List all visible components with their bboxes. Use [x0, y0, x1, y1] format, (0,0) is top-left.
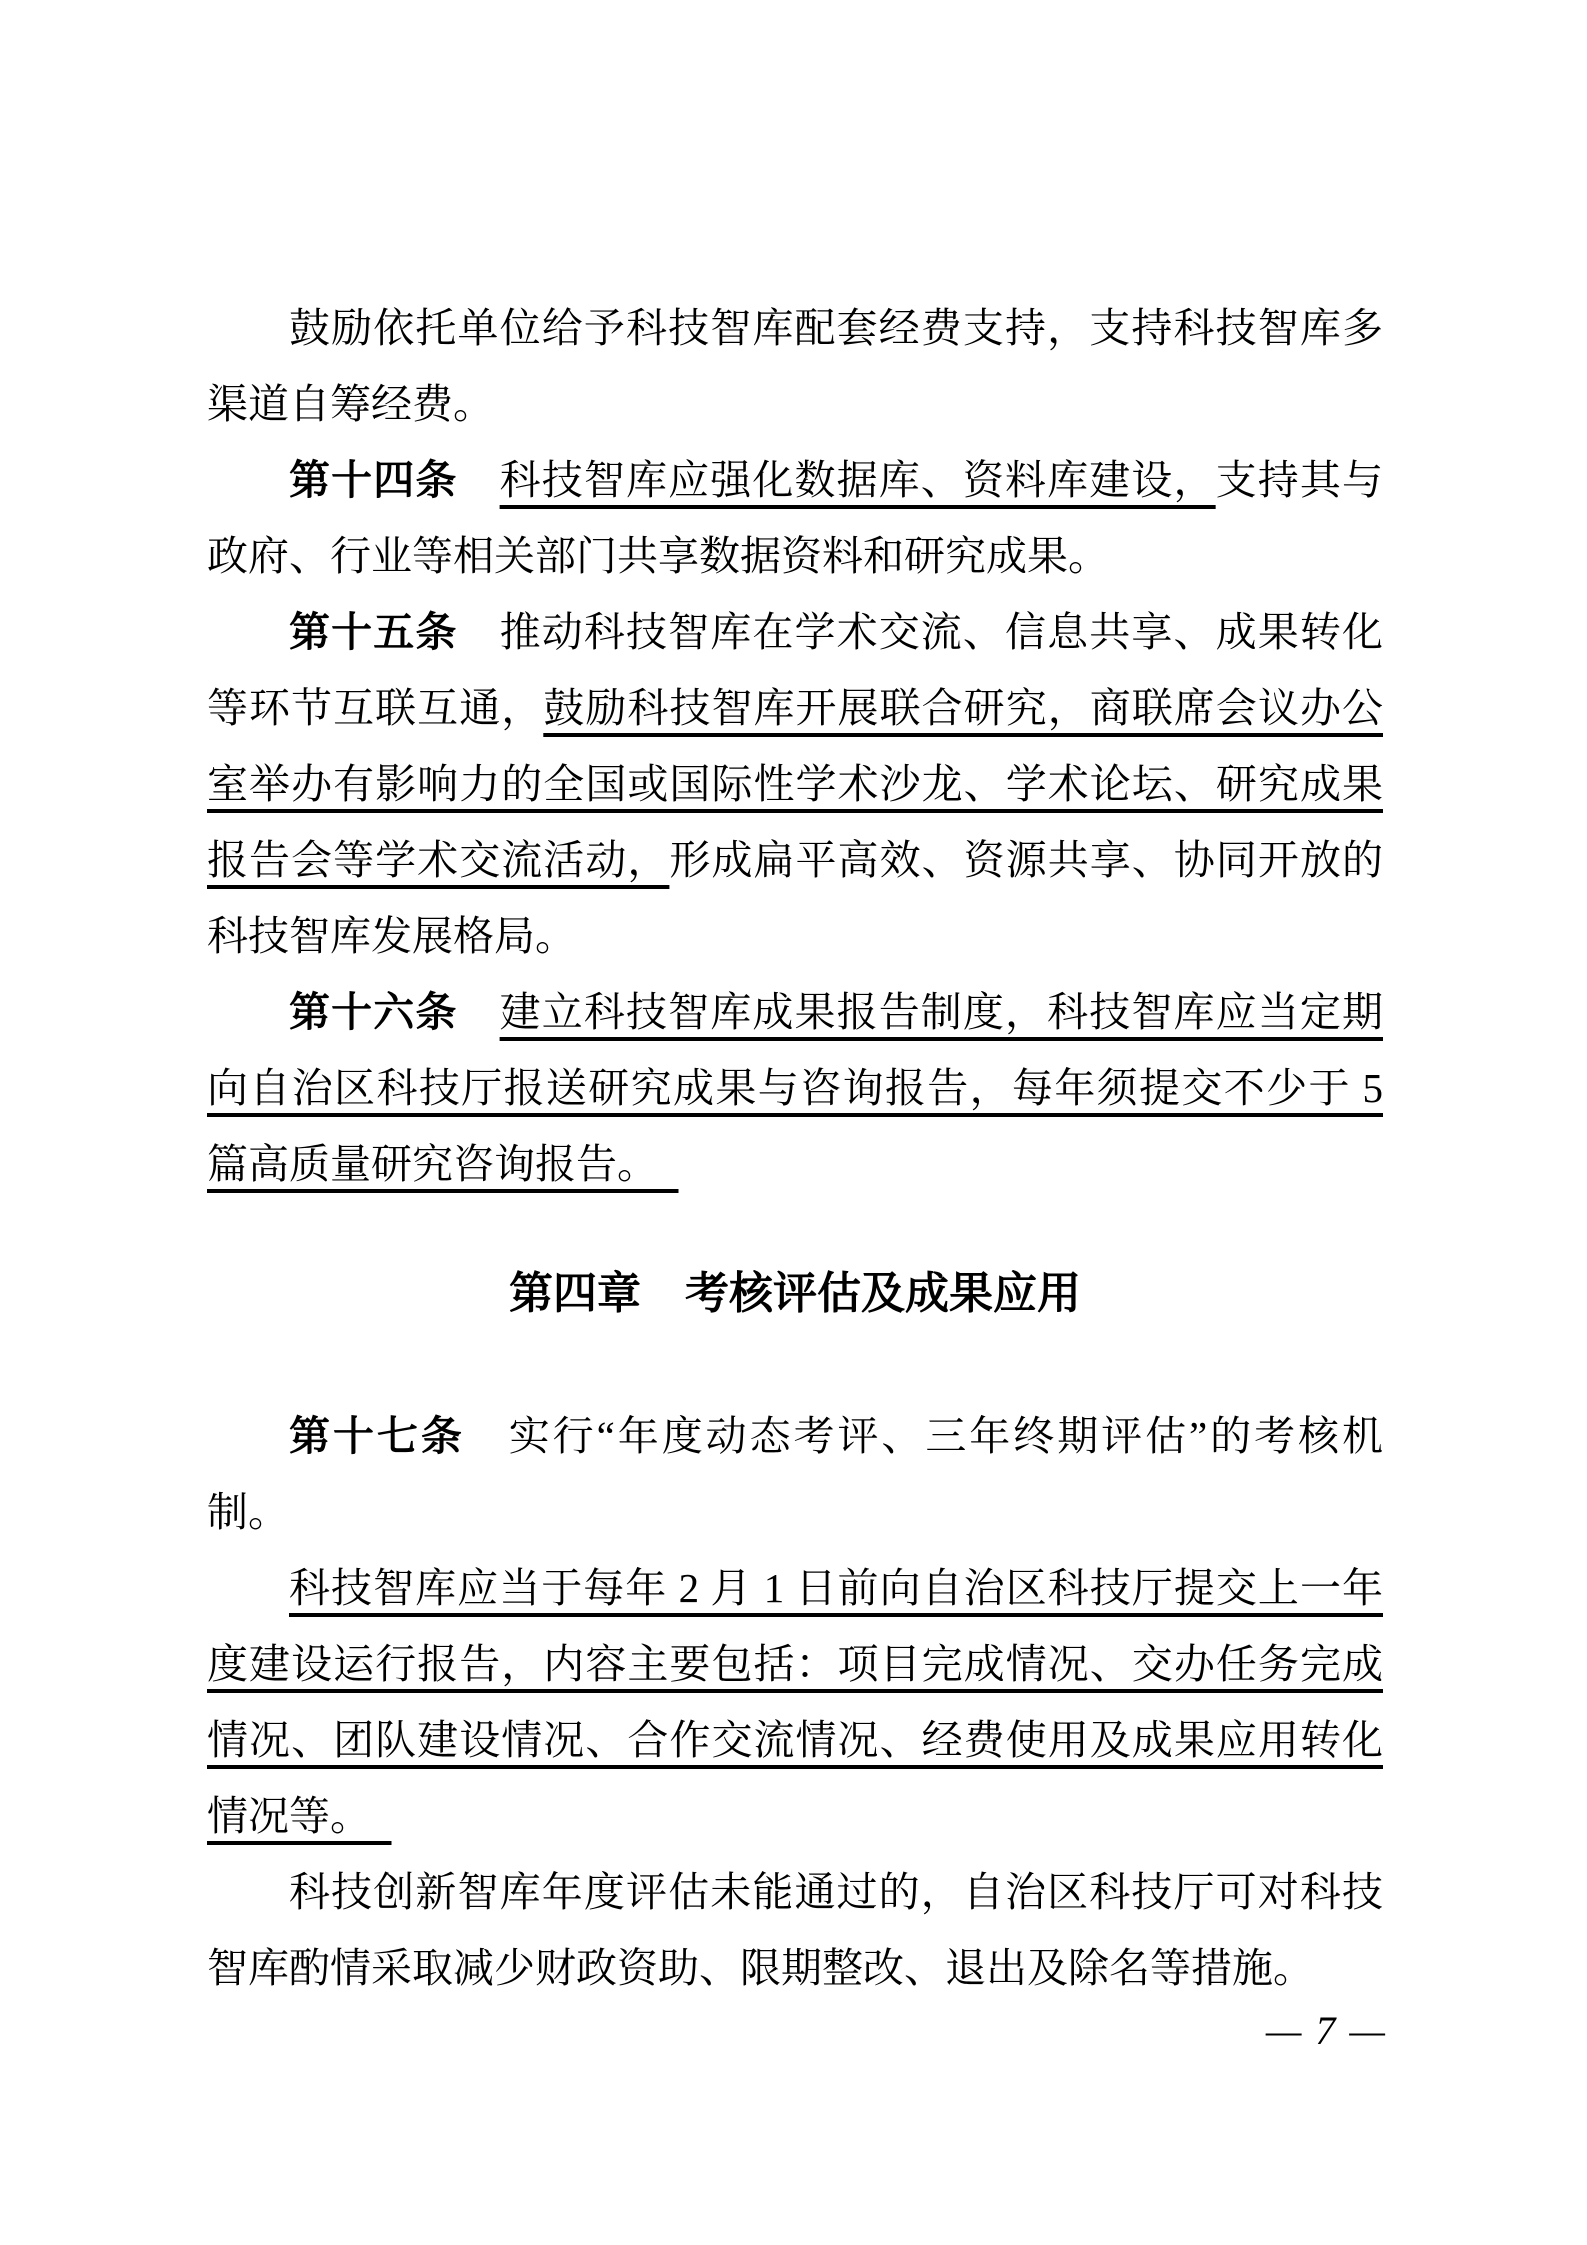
- document-line: [207, 1126, 1383, 1202]
- bold-text-segment: 第十四条: [289, 457, 458, 503]
- chapter-heading: [207, 1256, 1383, 1332]
- document-line: [207, 518, 1383, 594]
- text-segment: 鼓励依托单位给予科技智库配套经费支持，支持科技智库多: [289, 305, 1383, 351]
- underlined-text-segment: 篇高质量研究咨询报告。: [207, 1141, 679, 1187]
- bold-text-segment: 第四章 考核评估及成果应用: [509, 1269, 1081, 1318]
- document-line: [207, 1702, 1383, 1778]
- text-segment: [457, 989, 499, 1035]
- text-segment: 智库酌情采取减少财政资助、限期整改、退出及除名等措施。: [207, 1945, 1314, 1991]
- text-segment: 科技智库发展格局。: [207, 913, 576, 959]
- document-line: [207, 1474, 1383, 1550]
- text-segment: [457, 609, 499, 655]
- document-line: [207, 594, 1383, 670]
- text-segment: 形成扁平高效、资源共享、协同开放的: [669, 837, 1383, 883]
- document-line: [207, 442, 1383, 518]
- document-line: [207, 822, 1383, 898]
- text-segment: 推动科技智库在学术交流、信息共享、成果转化: [499, 609, 1383, 655]
- text-segment: 制。: [207, 1489, 289, 1535]
- underlined-text-segment: 向自治区科技厅报送研究成果与咨询报告，每年须提交不少于 5: [207, 1065, 1383, 1111]
- underlined-text-segment: 科技智库应当于每年 2 月 1 日前向自治区科技厅提交上一年: [289, 1565, 1383, 1611]
- text-segment: 渠道自筹经费。: [207, 381, 494, 427]
- underlined-text-segment: 度建设运行报告，内容主要包括：项目完成情况、交办任务完成: [207, 1641, 1383, 1687]
- page-number: — 7 —: [1265, 2008, 1387, 2053]
- bold-text-segment: 第十五条: [289, 609, 458, 655]
- document-line: [207, 670, 1383, 746]
- document-line: [207, 1930, 1383, 2006]
- bold-text-segment: 第十七条: [289, 1413, 465, 1459]
- document-line: [207, 1854, 1383, 1930]
- document-body: [207, 290, 1383, 2006]
- document-line: [207, 898, 1383, 974]
- text-segment: 实行“年度动态考评、三年终期评估”的考核机: [508, 1413, 1383, 1459]
- underlined-text-segment: 情况等。: [207, 1793, 392, 1839]
- underlined-text-segment: 科技智库应强化数据库、资料库建设，: [499, 457, 1216, 503]
- document-line: [207, 1550, 1383, 1626]
- bold-text-segment: 第十六条: [289, 989, 458, 1035]
- text-segment: 等环节互联互通，: [207, 685, 544, 731]
- document-line: [207, 1398, 1383, 1474]
- text-segment: 支持其与: [1215, 457, 1383, 503]
- document-line: [207, 366, 1383, 442]
- text-segment: 政府、行业等相关部门共享数据资料和研究成果。: [207, 533, 1109, 579]
- text-segment: 科技创新智库年度评估未能通过的，自治区科技厅可对科技: [289, 1869, 1383, 1915]
- document-line: [207, 1050, 1383, 1126]
- document-line: [207, 290, 1383, 366]
- document-line: [207, 746, 1383, 822]
- underlined-text-segment: 鼓励科技智库开展联合研究，商联席会议办公: [543, 685, 1383, 731]
- text-segment: [457, 457, 499, 503]
- text-segment: [465, 1413, 509, 1459]
- document-line: [207, 1778, 1383, 1854]
- underlined-text-segment: 报告会等学术交流活动，: [207, 837, 670, 883]
- underlined-text-segment: 室举办有影响力的全国或国际性学术沙龙、学术论坛、研究成果: [207, 761, 1383, 807]
- underlined-text-segment: 情况、团队建设情况、合作交流情况、经费使用及成果应用转化: [207, 1717, 1383, 1763]
- underlined-text-segment: 建立科技智库成果报告制度，科技智库应当定期: [499, 989, 1383, 1035]
- document-line: [207, 974, 1383, 1050]
- document-line: [207, 1626, 1383, 1702]
